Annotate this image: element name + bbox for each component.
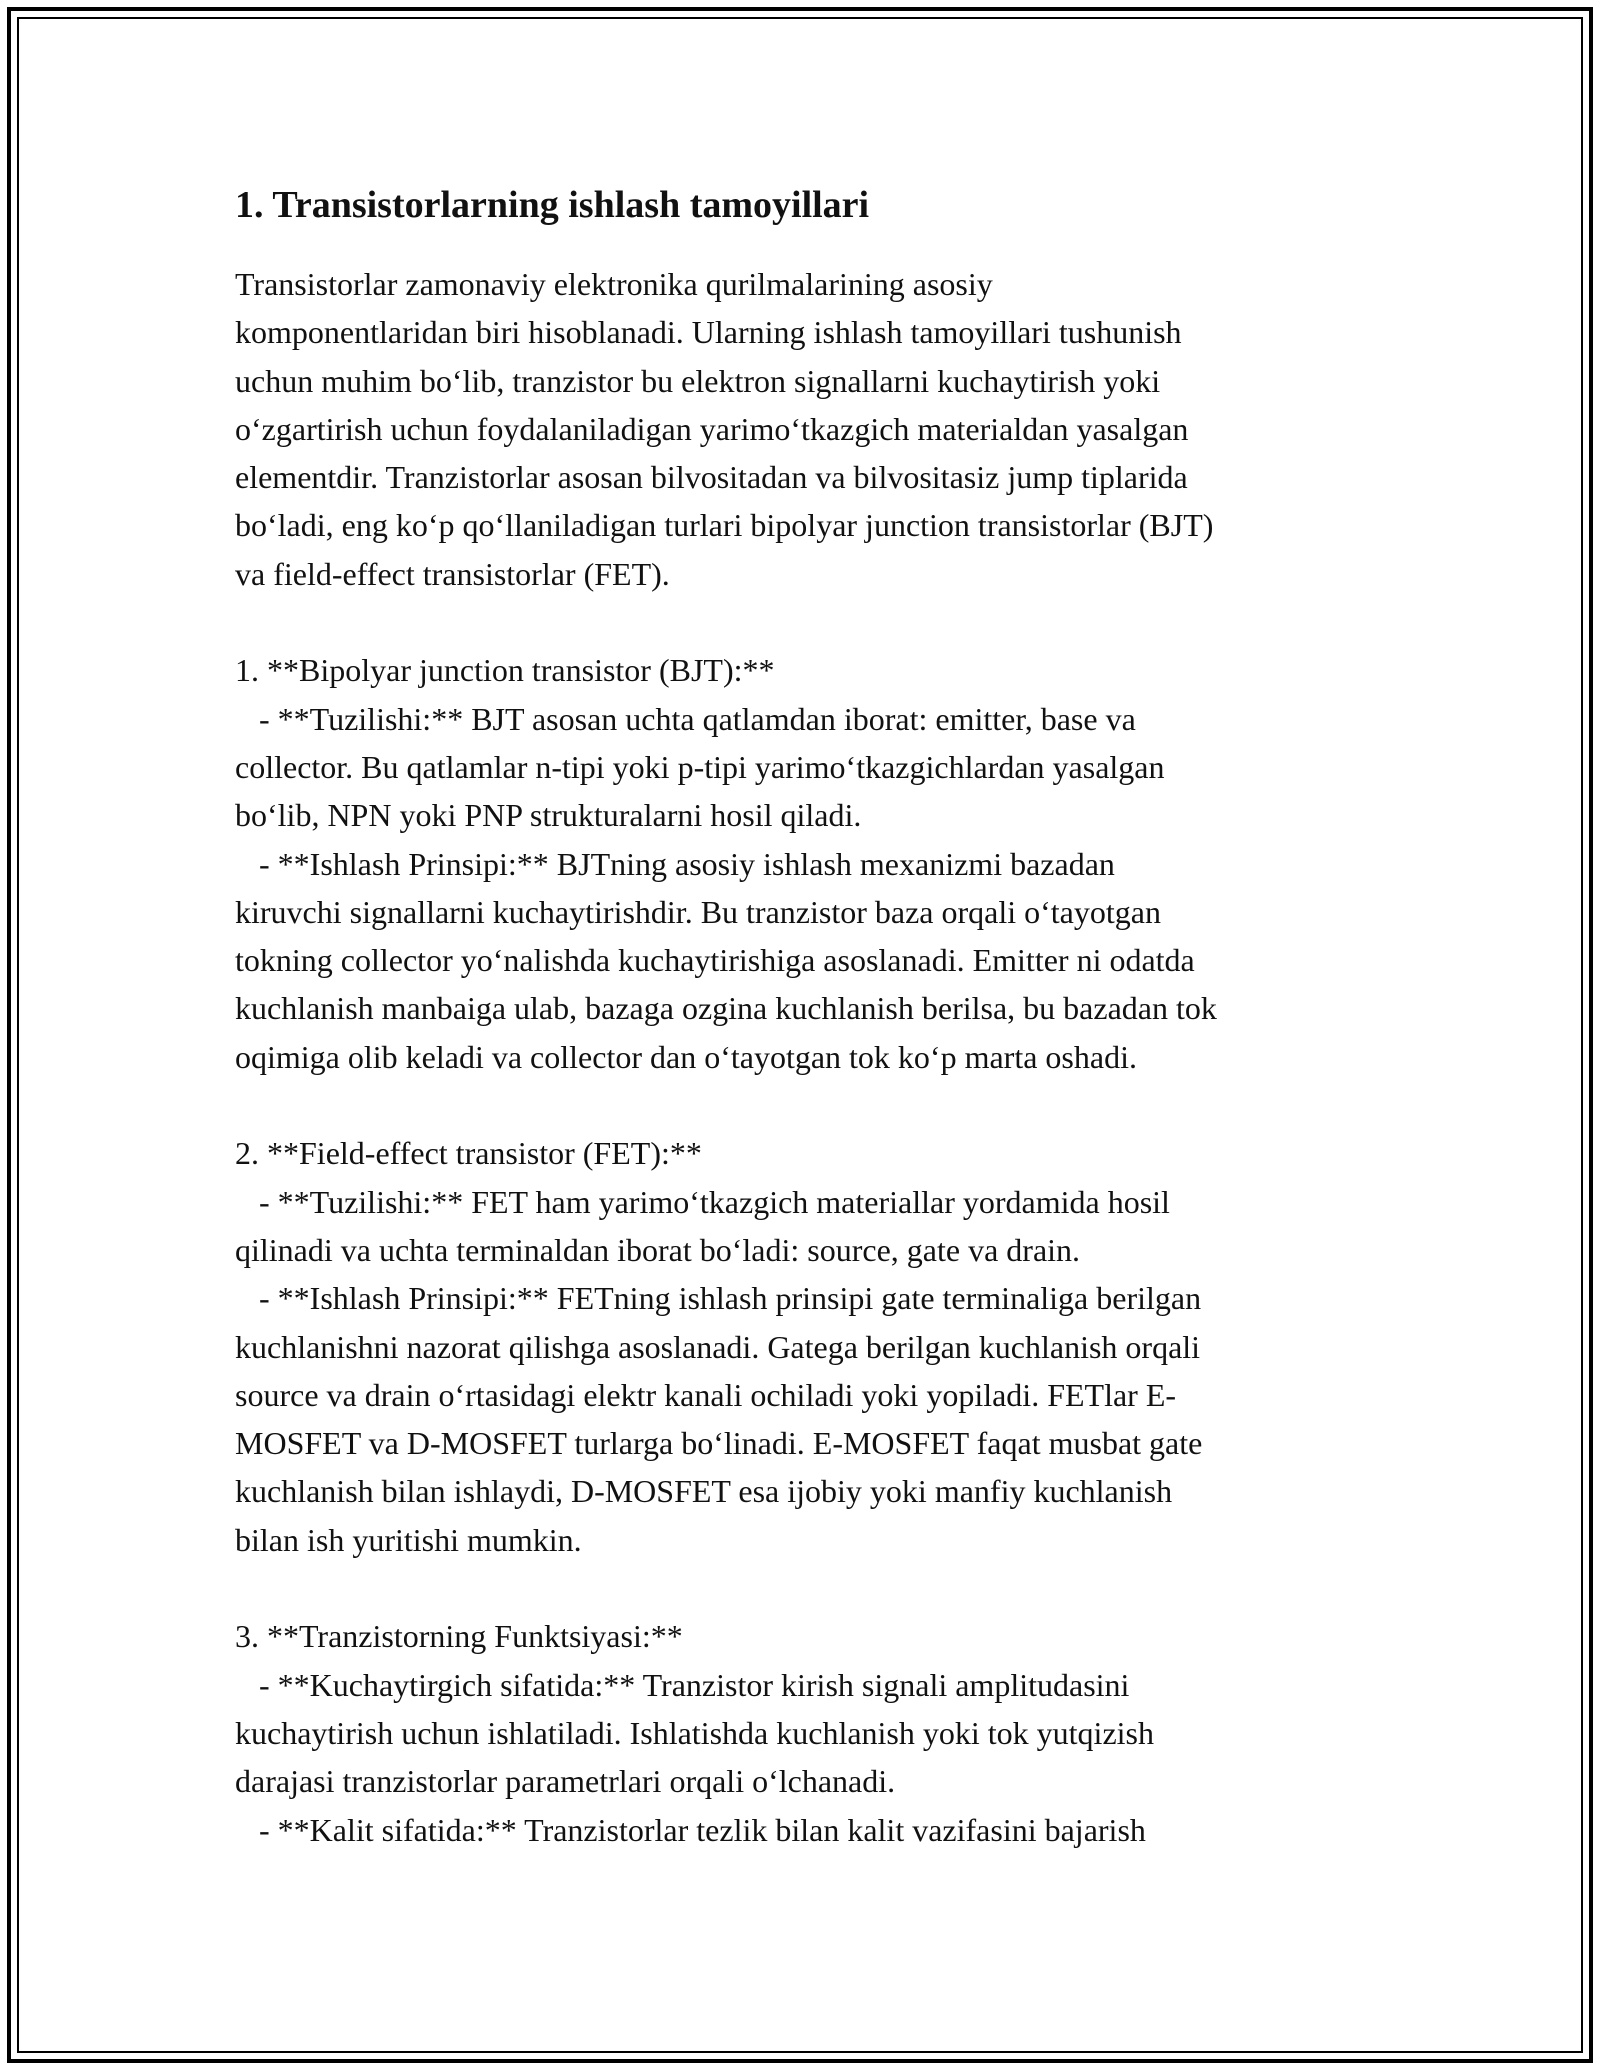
paragraph-spacer	[235, 1081, 1370, 1129]
bjt-section: 1. **Bipolyar junction transistor (BJT):** - **Tuzilishi:** BJT asosan uchta qatlamdan iborat: emitter, base va collector. Bu qatlamlar n-tipi yoki p-tipi yarimo‘tkazgichlardan yasalgan bo‘lib, NPN yoki PNP strukturalarni hosil qiladi. - **Ishlash Prinsipi:** BJTning asosiy ishlash mexanizmi bazadan kiruvchi signallarni kuchaytirishdir. Bu tranzistor baza orqali o‘tayotgan tokning collector yo‘nalishda kuchaytirishiga asoslanadi. Emitter ni odatda kuchlanish manbaiga ulab, bazaga ozgina kuchlanish berilsa, bu bazadan tok oqimiga olib keladi va collector dan o‘tayotgan tok ko‘p marta oshadi.	[235, 652, 1217, 1075]
document-body	[235, 182, 1370, 1854]
section-heading: 1. Transistorlarning ishlash tamoyillari	[235, 184, 870, 226]
paragraph-spacer	[235, 598, 1370, 646]
fet-section: 2. **Field-effect transistor (FET):** - **Tuzilishi:** FET ham yarimo‘tkazgich materiallar yordamida hosil qilinadi va uchta terminaldan iborat bo‘ladi: source, gate va drain. - **Ishlash Prinsipi:** FETning ishlash prinsipi gate terminaliga berilgan kuchlanishni nazorat qilishga asoslanadi. Gatega berilgan kuchlanish orqali source va drain o‘rtasidagi elektr kanali ochiladi yoki yopiladi. FETlar E- MOSFET va D-MOSFET turlarga bo‘linadi. E-MOSFET faqat musbat gate kuchlanish bilan ishlaydi, D-MOSFET esa ijobiy yoki manfiy kuchlanish bilan ish yuritishi mumkin.	[235, 1135, 1203, 1558]
paragraph-spacer	[235, 1564, 1370, 1612]
intro-paragraph: Transistorlar zamonaviy elektronika qurilmalarining asosiy komponentlaridan biri hisoblanadi. Ularning ishlash tamoyillari tushunish uchun muhim bo‘lib, tranzistor bu elektron signallarni kuchaytirish yoki o‘zgartirish uchun foydalaniladigan yarimo‘tkazgich materialdan yasalgan elementdir. Tranzistorlar asosan bilvositadan va bilvositasiz jump tiplarida bo‘ladi, eng ko‘p qo‘llaniladigan turlari bipolyar junction transistorlar (BJT) va field-effect transistorlar (FET).	[235, 266, 1214, 592]
function-section: 3. **Tranzistorning Funktsiyasi:** - **Kuchaytirgich sifatida:** Tranzistor kirish signali amplitudasini kuchaytirish uchun ishlatiladi. Ishlatishda kuchlanish yoki tok yutqizish darajasi tranzistorlar parametrlari orqali o‘lchanadi. - **Kalit sifatida:** Tranzistorlar tezlik bilan kalit vazifasini bajarish	[235, 1618, 1154, 1848]
